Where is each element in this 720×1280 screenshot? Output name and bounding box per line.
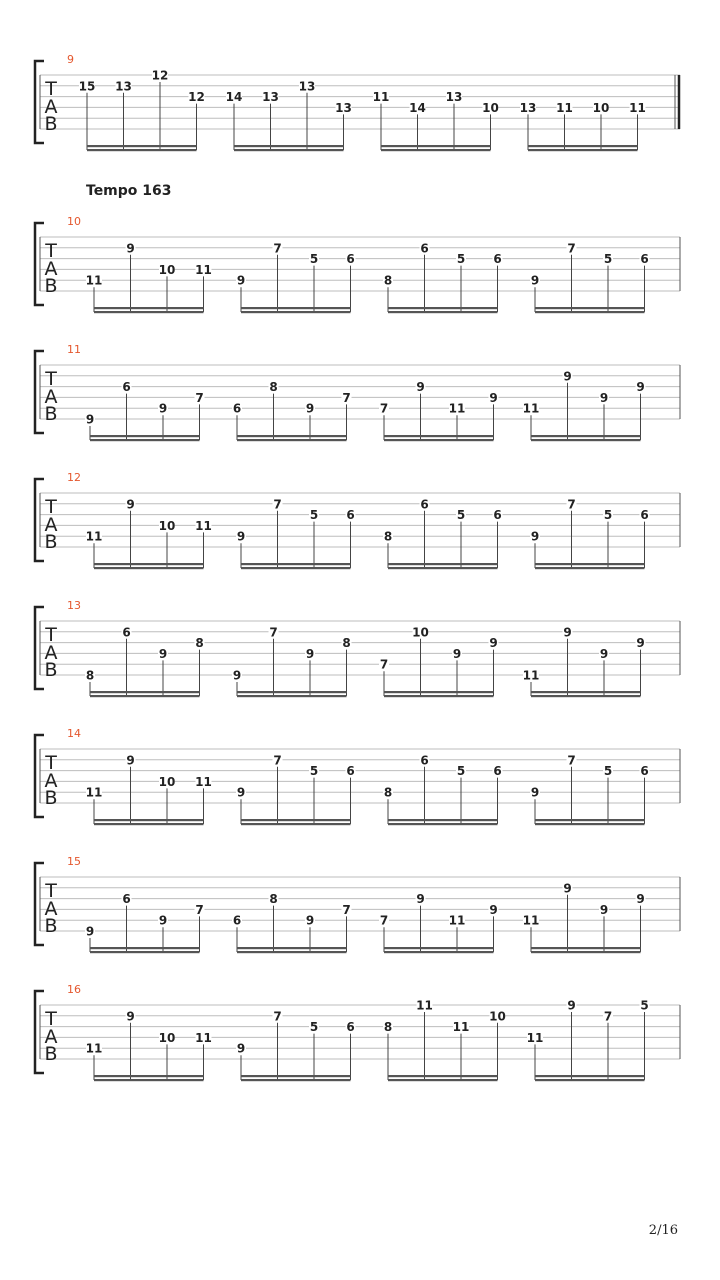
beam-line <box>384 695 494 697</box>
beam-line <box>528 149 638 151</box>
fret-number: 15 <box>78 79 96 94</box>
beam-line <box>241 819 351 821</box>
beam-line <box>388 563 498 565</box>
fret-number: 13 <box>519 100 537 115</box>
beam-line <box>535 307 645 309</box>
fret-number: 5 <box>603 508 613 523</box>
fret-number: 10 <box>158 262 176 277</box>
tab-clef-letter: B <box>44 113 58 135</box>
fret-number: 6 <box>493 764 502 779</box>
fret-number: 7 <box>379 401 389 416</box>
beam-line <box>531 947 641 949</box>
fret-number: 9 <box>85 924 95 939</box>
fret-number: 6 <box>122 892 131 907</box>
fret-number: 7 <box>273 241 282 256</box>
tab-clef-letter: A <box>44 770 58 792</box>
fret-number: 11 <box>452 1020 470 1035</box>
fret-number: 9 <box>158 646 168 661</box>
fret-number: 9 <box>636 892 645 907</box>
beam-line <box>388 823 498 825</box>
beam-line <box>381 149 491 151</box>
beam-line <box>94 563 204 565</box>
fret-number: 9 <box>599 390 609 405</box>
measure-number: 10 <box>67 215 81 228</box>
fret-number: 7 <box>195 902 204 917</box>
fret-number: 9 <box>236 273 246 288</box>
tab-clef-letter: B <box>44 659 58 681</box>
beam-line <box>384 951 494 953</box>
beam-line <box>241 1079 351 1081</box>
beam-line <box>94 1079 204 1081</box>
fret-number: 7 <box>567 497 576 512</box>
fret-number: 10 <box>158 774 176 789</box>
fret-number: 9 <box>530 529 540 544</box>
fret-number: 9 <box>236 1041 246 1056</box>
tab-clef-letter: A <box>44 96 58 118</box>
fret-number: 6 <box>420 241 429 256</box>
fret-number: 10 <box>482 100 499 115</box>
measure-number: 13 <box>67 599 81 612</box>
fret-number: 6 <box>640 508 649 523</box>
beam-line <box>384 439 494 441</box>
fret-number: 5 <box>456 252 466 267</box>
fret-number: 8 <box>269 380 278 395</box>
fret-number: 6 <box>493 252 502 267</box>
fret-number: 9 <box>126 241 135 256</box>
fret-number: 11 <box>85 273 103 288</box>
beam-line <box>90 435 200 437</box>
fret-number: 8 <box>383 1020 393 1035</box>
beam-line <box>384 691 494 693</box>
fret-number: 5 <box>309 764 319 779</box>
fret-number: 9 <box>489 390 498 405</box>
fret-number: 5 <box>640 998 649 1013</box>
beam-line <box>388 567 498 569</box>
fret-number: 9 <box>452 646 462 661</box>
beam-line <box>90 947 200 949</box>
tab-clef-letter: A <box>44 1026 58 1048</box>
fret-number: 13 <box>445 90 463 105</box>
beam-line <box>241 563 351 565</box>
fret-number: 5 <box>456 764 466 779</box>
beam-line <box>94 823 204 825</box>
fret-number: 9 <box>563 625 572 640</box>
fret-number: 8 <box>383 529 393 544</box>
fret-number: 11 <box>448 913 466 928</box>
beam-line <box>531 951 641 953</box>
tab-clef-letter: A <box>44 258 58 280</box>
fret-number: 9 <box>232 668 242 683</box>
fret-number: 8 <box>342 636 351 651</box>
beam-line <box>237 695 347 697</box>
tab-clef-letter: B <box>44 915 58 937</box>
beam-line <box>237 951 347 953</box>
beam-line <box>237 691 347 693</box>
fret-number: 11 <box>526 1030 544 1045</box>
fret-number: 10 <box>592 100 610 115</box>
beam-line <box>241 567 351 569</box>
fret-number: 11 <box>629 100 646 115</box>
fret-number: 11 <box>522 401 540 416</box>
beam-line <box>535 563 645 565</box>
tab-clef-letter: B <box>44 1043 58 1065</box>
fret-number: 14 <box>409 100 426 115</box>
fret-number: 7 <box>567 753 576 768</box>
beam-line <box>241 307 351 309</box>
fret-number: 10 <box>158 518 176 533</box>
fret-number: 6 <box>420 753 429 768</box>
fret-number: 6 <box>232 913 242 928</box>
beam-line <box>90 695 200 697</box>
fret-number: 9 <box>85 412 95 427</box>
fret-number: 10 <box>489 1009 506 1024</box>
fret-number: 9 <box>489 636 498 651</box>
fret-number: 6 <box>640 764 649 779</box>
beam-line <box>531 439 641 441</box>
beam-line <box>237 439 347 441</box>
fret-number: 9 <box>636 380 645 395</box>
fret-number: 9 <box>126 497 135 512</box>
fret-number: 12 <box>188 90 205 105</box>
beam-line <box>531 691 641 693</box>
fret-number: 7 <box>567 241 576 256</box>
fret-number: 9 <box>236 785 246 800</box>
beam-line <box>94 307 204 309</box>
beam-line <box>90 951 200 953</box>
fret-number: 11 <box>195 774 212 789</box>
tempo-marking: Tempo 163 <box>86 183 172 199</box>
beam-line <box>388 1075 498 1077</box>
fret-number: 5 <box>309 252 319 267</box>
fret-number: 5 <box>603 252 613 267</box>
beam-line <box>241 823 351 825</box>
tab-clef-letter: T <box>45 880 57 902</box>
measure-number: 9 <box>67 53 74 66</box>
fret-number: 9 <box>416 892 425 907</box>
tab-clef-letter: A <box>44 514 58 536</box>
fret-number: 6 <box>122 380 131 395</box>
beam-line <box>388 1079 498 1081</box>
fret-number: 8 <box>195 636 204 651</box>
fret-number: 9 <box>599 646 609 661</box>
beam-line <box>237 435 347 437</box>
fret-number: 9 <box>599 902 609 917</box>
beam-line <box>535 1075 645 1077</box>
fret-number: 6 <box>232 401 242 416</box>
beam-line <box>90 691 200 693</box>
fret-number: 13 <box>262 90 279 105</box>
fret-number: 11 <box>85 529 103 544</box>
beam-line <box>381 145 491 147</box>
beam-line <box>94 567 204 569</box>
beam-line <box>535 1079 645 1081</box>
beam-line <box>87 149 197 151</box>
fret-number: 9 <box>530 273 540 288</box>
fret-number: 13 <box>115 79 132 94</box>
fret-number: 9 <box>158 401 168 416</box>
fret-number: 7 <box>195 390 204 405</box>
fret-number: 13 <box>335 100 352 115</box>
fret-number: 9 <box>236 529 246 544</box>
measure-number: 12 <box>67 471 81 484</box>
fret-number: 11 <box>195 518 212 533</box>
beam-line <box>384 435 494 437</box>
beam-line <box>237 947 347 949</box>
fret-number: 9 <box>305 646 315 661</box>
beam-line <box>535 819 645 821</box>
beam-line <box>241 1075 351 1077</box>
fret-number: 9 <box>563 369 572 384</box>
fret-number: 8 <box>383 273 393 288</box>
fret-number: 9 <box>126 753 135 768</box>
tab-clef-letter: B <box>44 531 58 553</box>
beam-line <box>90 439 200 441</box>
beam-line <box>94 1075 204 1077</box>
fret-number: 12 <box>151 68 169 83</box>
beam-line <box>241 311 351 313</box>
tab-clef-letter: T <box>45 78 57 100</box>
fret-number: 11 <box>522 913 540 928</box>
fret-number: 11 <box>416 998 433 1013</box>
fret-number: 9 <box>158 913 168 928</box>
fret-number: 11 <box>372 90 390 105</box>
fret-number: 11 <box>85 785 103 800</box>
fret-number: 9 <box>563 881 572 896</box>
fret-number: 7 <box>269 625 278 640</box>
fret-number: 8 <box>383 785 393 800</box>
tab-clef-letter: A <box>44 386 58 408</box>
page-number: 2/16 <box>648 1223 678 1238</box>
fret-number: 9 <box>636 636 645 651</box>
tab-clef-letter: T <box>45 496 57 518</box>
fret-number: 7 <box>342 902 351 917</box>
fret-number: 5 <box>309 508 319 523</box>
fret-number: 8 <box>269 892 278 907</box>
measure-number: 15 <box>67 855 81 868</box>
fret-number: 9 <box>530 785 540 800</box>
fret-number: 11 <box>448 401 466 416</box>
fret-number: 6 <box>420 497 429 512</box>
fret-number: 11 <box>556 100 573 115</box>
fret-number: 7 <box>379 657 389 672</box>
fret-number: 13 <box>298 79 316 94</box>
fret-number: 7 <box>342 390 351 405</box>
fret-number: 7 <box>603 1009 613 1024</box>
fret-number: 5 <box>309 1020 319 1035</box>
tab-clef-letter: T <box>45 624 57 646</box>
fret-number: 9 <box>416 380 425 395</box>
beam-line <box>388 819 498 821</box>
measure-number: 14 <box>67 727 81 740</box>
fret-number: 5 <box>603 764 613 779</box>
fret-number: 10 <box>412 625 429 640</box>
beam-line <box>531 695 641 697</box>
tab-clef-letter: B <box>44 275 58 297</box>
beam-line <box>384 947 494 949</box>
tab-clef-letter: T <box>45 1008 57 1030</box>
fret-number: 11 <box>85 1041 103 1056</box>
fret-number: 11 <box>522 668 540 683</box>
fret-number: 6 <box>346 1020 355 1035</box>
fret-number: 7 <box>273 1009 282 1024</box>
measure-number: 16 <box>67 983 81 996</box>
fret-number: 6 <box>346 252 355 267</box>
measure-number: 11 <box>67 343 81 356</box>
beam-line <box>535 567 645 569</box>
beam-line <box>388 307 498 309</box>
tab-clef-letter: T <box>45 368 57 390</box>
fret-number: 10 <box>158 1030 176 1045</box>
fret-number: 5 <box>456 508 466 523</box>
fret-number: 6 <box>493 508 502 523</box>
fret-number: 7 <box>273 753 282 768</box>
fret-number: 6 <box>346 508 355 523</box>
beam-line <box>234 145 344 147</box>
fret-number: 7 <box>273 497 282 512</box>
beam-line <box>94 819 204 821</box>
fret-number: 9 <box>305 913 315 928</box>
beam-line <box>535 823 645 825</box>
tab-clef-letter: B <box>44 403 58 425</box>
fret-number: 9 <box>567 998 576 1013</box>
tab-clef-letter: T <box>45 752 57 774</box>
fret-number: 6 <box>122 625 131 640</box>
fret-number: 6 <box>640 252 649 267</box>
beam-line <box>531 435 641 437</box>
tab-clef-letter: B <box>44 787 58 809</box>
fret-number: 14 <box>225 90 243 105</box>
beam-line <box>528 145 638 147</box>
fret-number: 6 <box>346 764 355 779</box>
tab-clef-letter: A <box>44 898 58 920</box>
fret-number: 7 <box>379 913 389 928</box>
fret-number: 9 <box>489 902 498 917</box>
beam-line <box>234 149 344 151</box>
tab-clef-letter: T <box>45 240 57 262</box>
beam-line <box>535 311 645 313</box>
fret-number: 9 <box>305 401 315 416</box>
beam-line <box>94 311 204 313</box>
tab-clef-letter: A <box>44 642 58 664</box>
beam-line <box>388 311 498 313</box>
fret-number: 11 <box>195 262 212 277</box>
fret-number: 9 <box>126 1009 135 1024</box>
fret-number: 8 <box>85 668 95 683</box>
fret-number: 11 <box>195 1030 212 1045</box>
beam-line <box>87 145 197 147</box>
